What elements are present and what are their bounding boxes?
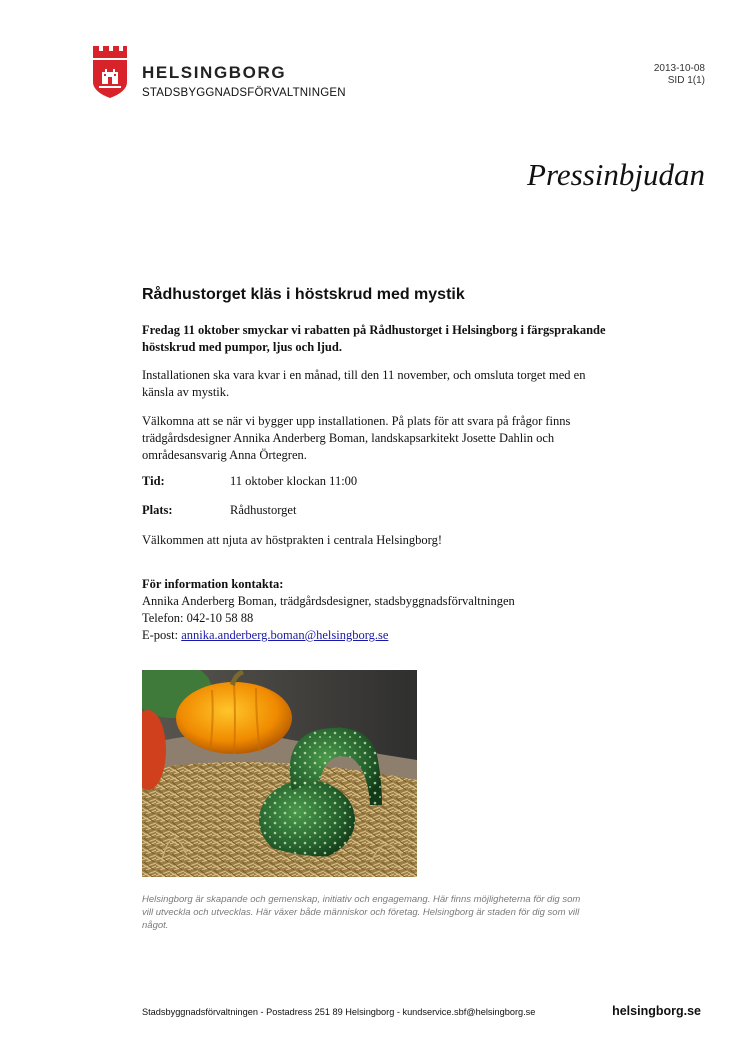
- footer-website[interactable]: helsingborg.se: [612, 1004, 701, 1018]
- contact-email-line: [142, 627, 515, 644]
- body-paragraph-2: Välkomna att se när vi bygger upp installationen. På plats för att svara på frågor finns trädgårdsdesigner Annika Anderberg Boman, landskapsarkitekt Josette Dahlin och områdesansvarig Anna Örtegren.: [142, 414, 571, 462]
- document-meta: [654, 63, 705, 87]
- document-type-title: Pressinbjudan: [527, 157, 705, 192]
- helsingborg-crest-logo: [92, 44, 128, 98]
- place-value: Rådhustorget: [230, 503, 297, 517]
- document-date: 2013-10-08: [653, 63, 705, 74]
- brand-name: HELSINGBORG: [142, 63, 287, 82]
- footer-address: Stadsbyggnadsförvaltningen - Postadress 251 89 Helsingborg - kundservice.sbf@helsingborg.se: [142, 1007, 536, 1017]
- page-indicator: SID 1(1): [667, 75, 705, 86]
- contact-block: [142, 576, 515, 644]
- pumpkin-photo: [142, 670, 417, 877]
- time-label: Tid:: [142, 474, 165, 488]
- contact-name: Annika Anderberg Boman, trädgårdsdesigner, stadsbyggnadsförvaltningen: [142, 594, 515, 608]
- body-paragraph-1: Installationen ska vara kvar i en månad, till den 11 november, och omsluta torget med en känsla av mystik.: [142, 368, 586, 399]
- contact-heading: För information kontakta:: [142, 577, 284, 591]
- email-label: E-post:: [142, 628, 182, 642]
- press-headline: Rådhustorget kläs i höstskrud med mystik: [142, 286, 465, 303]
- lead-paragraph: Fredag 11 oktober smyckar vi rabatten på Rådhustorget i Helsingborg i färgsprakande höstskrud med pumpor, ljus och ljud.: [142, 323, 606, 354]
- place-label: Plats:: [142, 503, 173, 517]
- time-value: 11 oktober klockan 11:00: [230, 474, 358, 488]
- closing-paragraph: Välkommen att njuta av höstprakten i centrala Helsingborg!: [142, 533, 443, 547]
- email-link[interactable]: annika.anderberg.boman@helsingborg.se: [181, 628, 389, 642]
- department-name: STADSBYGGNADSFÖRVALTNINGEN: [142, 87, 346, 99]
- contact-phone: Telefon: 042-10 58 88: [142, 611, 254, 625]
- image-caption: Helsingborg är skapande och gemenskap, initiativ och engagemang. Här finns möjligheterna för dig som vill utveckla och utvecklas. Här växer både människor och företag. Helsingborg är staden för dig som vill något.: [142, 894, 581, 931]
